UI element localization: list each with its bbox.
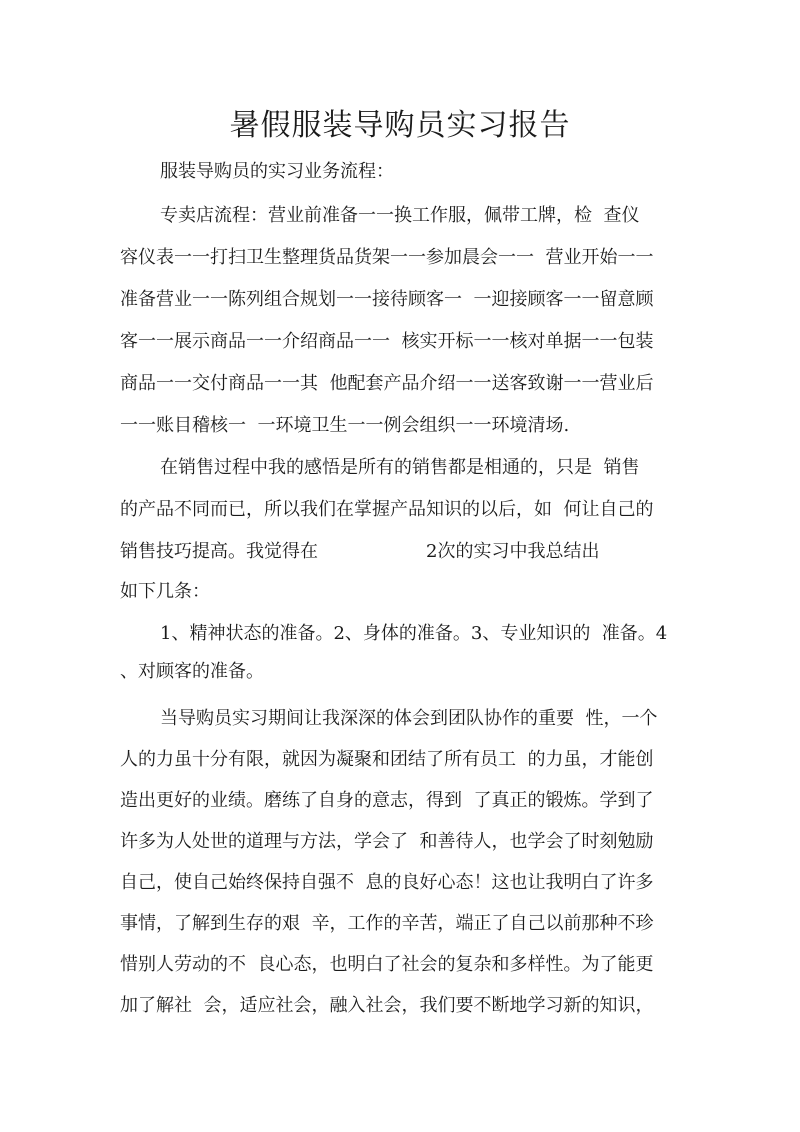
paragraph-line: 如下几条： bbox=[120, 581, 210, 602]
paragraph-line-part: 销售技巧提高。我觉得在 bbox=[120, 541, 318, 562]
section-heading: 服装导购员的实习业务流程： bbox=[160, 161, 394, 182]
paragraph-line: 惜别人劳动的不 良心态，也明白了社会的复杂和多样性。为了能更 bbox=[120, 954, 654, 975]
paragraph-line-part: 2次的实习中我总结出 bbox=[426, 541, 600, 562]
paragraph-line: 事情，了解到生存的艰 辛，工作的辛苦，端正了自己以前那种不珍 bbox=[120, 913, 654, 934]
paragraph-line: 准备营业一一陈列组合规划一一接待顾客一 一迎接顾客一一留意顾 bbox=[120, 289, 654, 310]
paragraph-line: 在销售过程中我的感悟是所有的销售都是相通的，只是 销售 bbox=[160, 457, 640, 478]
paragraph-line: 许多为人处世的道理与方法，学会了 和善待人，也学会了时刻勉励 bbox=[120, 831, 654, 852]
paragraph-line: 一一账目稽核一 一环境卫生一一例会组织一一环境清场. bbox=[120, 415, 570, 436]
paragraph-line: 当导购员实习期间让我深深的体会到团队协作的重要 性，一个 bbox=[160, 708, 658, 729]
paragraph-line: 造出更好的业绩。磨练了自身的意志，得到 了真正的锻炼。学到了 bbox=[120, 790, 654, 811]
paragraph-line: 容仪表一一打扫卫生整理货品货架一一参加晨会一一 营业开始一一 bbox=[120, 247, 654, 268]
paragraph-line: 加了解社 会，适应社会，融入社会，我们要不断地学习新的知识， bbox=[120, 995, 654, 1016]
paragraph-line: 专卖店流程：营业前准备一一换工作服，佩带工牌，检 查仪 bbox=[160, 205, 640, 226]
paragraph-line: 的产品不同而已，所以我们在掌握产品知识的以后，如 何让自己的 bbox=[120, 499, 654, 520]
paragraph-line: 1、精神状态的准备。2、身体的准备。3、专业知识的 准备。4 bbox=[160, 623, 668, 644]
page-title: 暑假服装导购员实习报告 bbox=[229, 108, 571, 143]
paragraph-line: 人的力虽十分有限，就因为凝聚和团结了所有员工 的力虽，才能创 bbox=[120, 749, 654, 770]
paragraph-line: 、对顾客的准备。 bbox=[120, 661, 264, 682]
paragraph-line bbox=[120, 540, 599, 564]
paragraph-line: 自己，使自己始终保持自强不 息的良好心态！这也让我明白了许多 bbox=[120, 872, 654, 893]
paragraph-line: 客一一展示商品一一介绍商品一一 核实开标一一核对单据一一包装 bbox=[120, 331, 654, 352]
paragraph-line: 商品一一交付商品一一其 他配套产品介绍一一送客致谢一一营业后 bbox=[120, 373, 654, 394]
